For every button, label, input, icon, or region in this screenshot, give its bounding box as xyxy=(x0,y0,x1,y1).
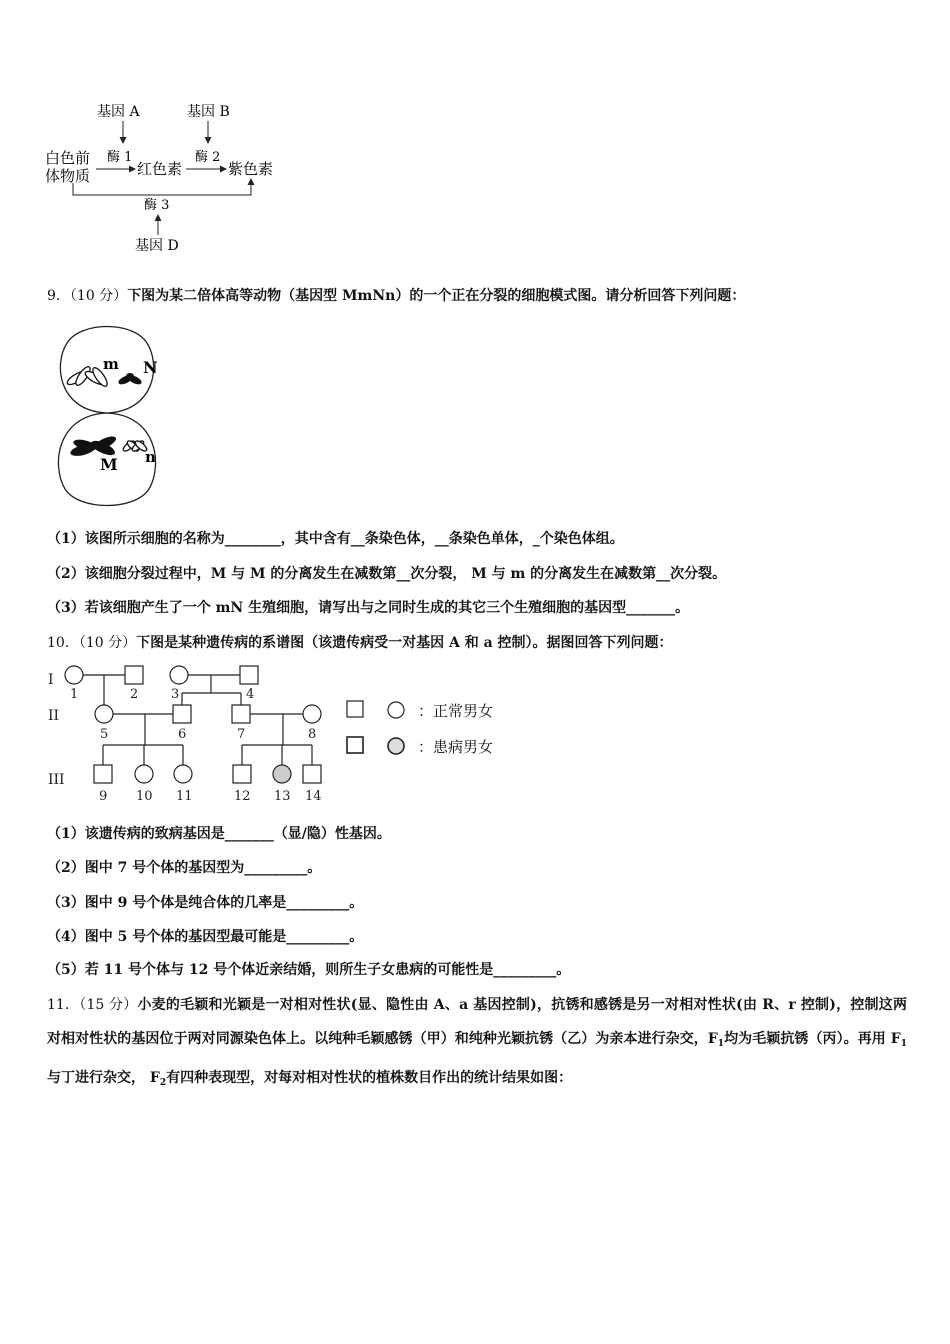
id-2: 2 xyxy=(130,687,139,702)
q9-sub1: （1）该图所示细胞的名称为________，其中含有__条染色体，__条染色单体，_个染色体组。 xyxy=(47,531,624,547)
id-12: 12 xyxy=(234,789,251,804)
pedigree-legend xyxy=(340,695,520,765)
q10-stem-text: 下图是某种遗传病的系谱图（该遗传病受一对基因 A 和 a 控制）。据图回答下列问题： xyxy=(136,635,673,651)
q10-sub1: （1）该遗传病的致病基因是_______（显/隐）性基因。 xyxy=(47,826,391,842)
individual-12 xyxy=(233,765,251,783)
gene-b-label: 基因 B xyxy=(187,104,230,120)
id-1: 1 xyxy=(70,687,79,702)
q9-sub2: （2）该细胞分裂过程中，M 与 M 的分离发生在减数第__次分裂， M 与 m 的分离发生在减数第__次分裂。 xyxy=(47,566,727,582)
q11-score: （15 分） xyxy=(79,997,138,1013)
individual-10 xyxy=(135,765,153,783)
pathway-figure xyxy=(40,95,290,260)
legend-affected-male xyxy=(347,737,363,753)
id-11: 11 xyxy=(176,789,193,804)
enzyme1-label: 酶 1 xyxy=(107,150,133,165)
label-N-upper: N xyxy=(143,358,158,377)
q10-score: （10 分） xyxy=(78,635,137,651)
legend-normal-text: ：正常男女 xyxy=(418,702,494,720)
q10-sub5: （5）若 11 号个体与 12 号个体近亲结婚，则所生子女患病的可能性是_________。 xyxy=(47,962,571,978)
precursor-line1: 白色前 xyxy=(45,149,91,167)
id-9: 9 xyxy=(99,789,108,804)
legend-affected-text: ：患病男女 xyxy=(418,738,494,756)
enzyme3-label: 酶 3 xyxy=(144,198,170,213)
chromosome-N-upper xyxy=(117,373,143,386)
cell-diagram xyxy=(45,315,175,515)
id-13: 13 xyxy=(274,789,291,804)
individual-4 xyxy=(240,666,258,684)
q11-text-a: 小麦的毛颖和光颖是一对相对性状(显、隐性由 A、a 基因控制)，抗锈和感锈是另一对相对性状(由 R、r 控制)，控制这两对相对性状的基因位于两对同源染色体上。以纯种毛颖感锈（甲）和纯种光颖抗锈（乙）为亲本进行杂交，F xyxy=(47,997,907,1047)
id-5: 5 xyxy=(100,727,109,742)
legend-symbols xyxy=(340,695,420,765)
q11-number: 11． xyxy=(47,997,80,1013)
cell-division-figure xyxy=(45,315,175,515)
legend-affected-female xyxy=(388,738,404,754)
individual-14 xyxy=(303,765,321,783)
individual-11 xyxy=(174,765,192,783)
q9-stem xyxy=(47,286,745,306)
pedigree-chart xyxy=(40,658,340,808)
enzyme3-bracket xyxy=(73,179,251,195)
q10-sub2: （2）图中 7 号个体的基因型为_________。 xyxy=(47,860,322,876)
cell-membrane xyxy=(58,327,155,506)
id-8: 8 xyxy=(308,727,317,742)
id-6: 6 xyxy=(178,727,187,742)
q10-stem xyxy=(47,633,673,653)
q10-sub4: （4）图中 5 号个体的基因型最可能是_________。 xyxy=(47,929,364,945)
generation-label-II: II xyxy=(48,708,60,724)
individual-7 xyxy=(232,705,250,723)
individual-9 xyxy=(94,765,112,783)
individual-13 xyxy=(273,765,291,783)
q9-stem-text: 下图为某二倍体高等动物（基因型 MmNn）的一个正在分裂的细胞模式图。请分析回答下列问题： xyxy=(127,288,746,304)
id-14: 14 xyxy=(305,789,322,804)
q9-sub3: （3）若该细胞产生了一个 mN 生殖细胞，请写出与之同时生成的其它三个生殖细胞的基因型_______。 xyxy=(47,600,690,616)
id-10: 10 xyxy=(136,789,153,804)
pedigree-figure xyxy=(40,658,340,808)
q10-number: 10． xyxy=(47,635,79,651)
q9-score: （10 分） xyxy=(69,288,128,304)
purple-pigment-label: 紫色素 xyxy=(228,160,274,178)
precursor-line2: 体物质 xyxy=(45,167,91,185)
individual-6 xyxy=(173,705,191,723)
individual-1 xyxy=(65,666,83,684)
individual-5 xyxy=(95,705,113,723)
enzyme2-label: 酶 2 xyxy=(195,150,221,165)
q11-f2-sub: 2 xyxy=(159,1078,167,1088)
individual-8 xyxy=(303,705,321,723)
q11-f1-sub: 1 xyxy=(717,1039,725,1049)
legend-normal-male xyxy=(347,701,363,717)
q11-paragraph xyxy=(47,988,907,1100)
q11-f1-sub-2: 1 xyxy=(900,1039,907,1049)
legend-normal-female xyxy=(388,702,404,718)
q11-text-c: 与丁进行杂交， F xyxy=(47,1070,160,1086)
pathway-diagram xyxy=(40,95,290,260)
id-3: 3 xyxy=(171,687,180,702)
q9-number: 9． xyxy=(47,288,70,304)
q11-text-b: 均为毛颖抗锈（丙）。再用 F xyxy=(724,1031,901,1047)
q11-text-d: 有四种表现型，对每对相对性状的植株数目作出的统计结果如图： xyxy=(166,1070,573,1086)
generation-label-I: I xyxy=(48,672,54,688)
gene-d-label: 基因 D xyxy=(135,238,179,254)
individual-2 xyxy=(125,666,143,684)
id-7: 7 xyxy=(237,727,246,742)
individual-3 xyxy=(170,666,188,684)
label-n-lower: n xyxy=(145,448,156,466)
q10-sub3: （3）图中 9 号个体是纯合体的几率是_________。 xyxy=(47,895,364,911)
label-M-lower: M xyxy=(100,455,118,474)
generation-label-III: III xyxy=(48,772,65,788)
red-pigment-label: 红色素 xyxy=(137,160,183,178)
gene-a-label: 基因 A xyxy=(97,104,140,120)
id-4: 4 xyxy=(246,687,255,702)
label-m-upper: m xyxy=(103,355,119,373)
